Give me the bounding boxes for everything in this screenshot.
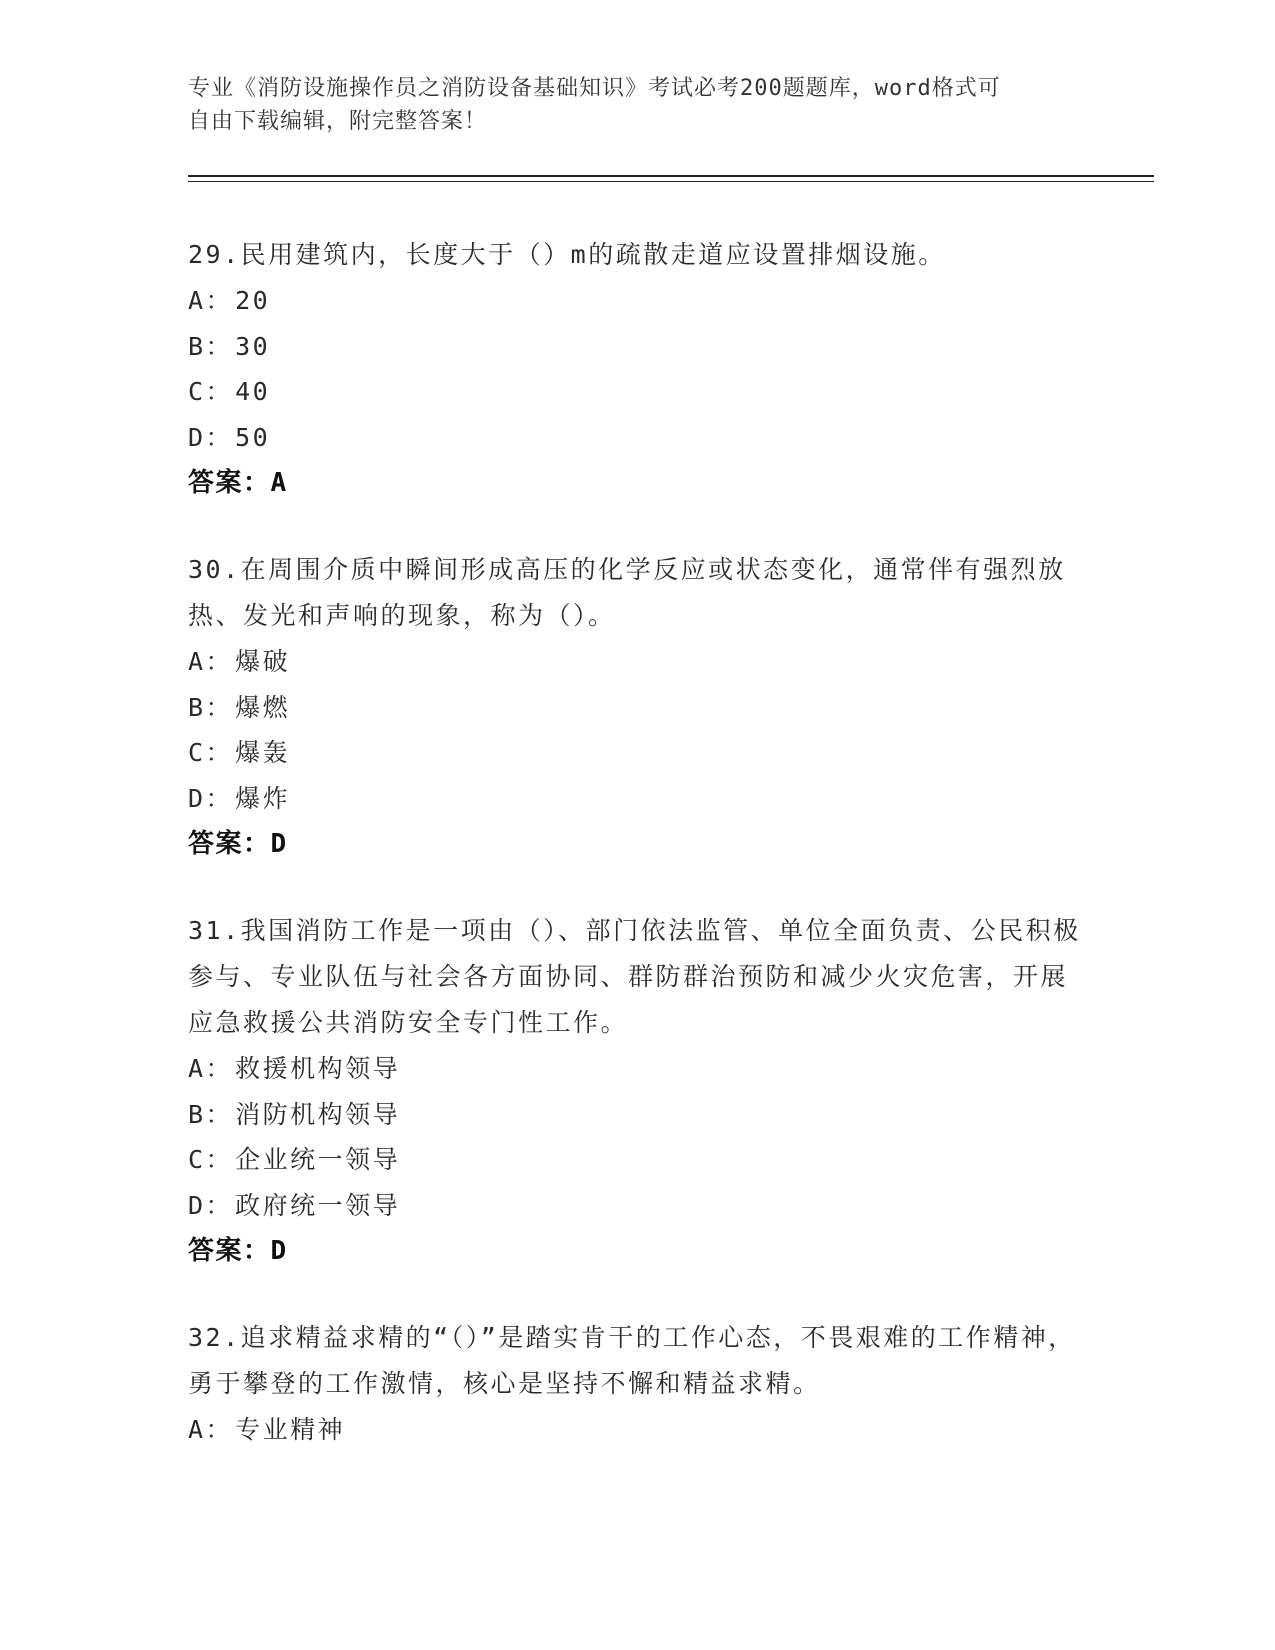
option-key: A： (188, 647, 234, 676)
option-key: D： (188, 783, 234, 813)
question-stem: 31.我国消防工作是一项由（）、部门依法监管、单位全面负责、公民积极参与、专业队伍与社会各方面协同、群防群治预防和减少火灾危害，开展应急救援公共消防安全专门性工作。 (188, 916, 1081, 1037)
option-key: A： (188, 286, 234, 315)
header-line-2: 自由下载编辑，附完整答案！ (188, 109, 488, 134)
option-b (188, 324, 1088, 370)
option-text: 企业统一领导 (235, 1145, 401, 1174)
question-list (188, 232, 1088, 1494)
header-divider-thick (188, 175, 1154, 177)
option-d (188, 1183, 1088, 1229)
question-30 (188, 547, 1088, 867)
option-text: 40 (235, 377, 271, 406)
option-text: 爆燃 (235, 692, 291, 722)
option-text: 50 (235, 422, 271, 452)
option-a (188, 1046, 1088, 1092)
option-b (188, 1092, 1088, 1138)
option-c (188, 369, 1088, 415)
option-text: 消防机构领导 (235, 1099, 401, 1129)
option-a (188, 278, 1088, 324)
option-c (188, 1137, 1088, 1183)
option-key: B： (188, 692, 234, 722)
option-d (188, 776, 1088, 822)
option-c (188, 730, 1088, 776)
option-key: C： (188, 1145, 234, 1174)
answer-line: 答案：A (188, 468, 288, 498)
option-text: 爆炸 (235, 783, 291, 813)
question-31 (188, 908, 1088, 1274)
option-text: 救援机构领导 (235, 1054, 401, 1083)
option-text: 政府统一领导 (235, 1190, 401, 1220)
question-stem: 29.民用建筑内，长度大于（）m的疏散走道应设置排烟设施。 (188, 240, 946, 269)
option-key: D： (188, 422, 234, 452)
option-d (188, 415, 1088, 461)
option-text: 专业精神 (235, 1415, 346, 1444)
question-32 (188, 1315, 1088, 1453)
option-key: C： (188, 738, 234, 767)
option-a (188, 639, 1088, 685)
header-line-1: 专业《消防设施操作员之消防设备基础知识》考试必考200题题库，word格式可 (188, 76, 1001, 101)
option-text: 爆破 (235, 647, 291, 676)
option-text: 爆轰 (235, 738, 291, 767)
option-key: D： (188, 1190, 234, 1220)
option-text: 20 (235, 286, 271, 315)
question-stem: 32.追求精益求精的“（）”是踏实肯干的工作心态，不畏艰难的工作精神，勇于攀登的工作激情，核心是坚持不懈和精益求精。 (188, 1323, 1076, 1398)
option-a (188, 1407, 1088, 1453)
option-key: B： (188, 1099, 234, 1129)
header-divider-thin (188, 181, 1154, 182)
option-key: A： (188, 1415, 234, 1444)
answer-line: 答案：D (188, 829, 288, 859)
document-header (188, 72, 1068, 138)
option-key: A： (188, 1054, 234, 1083)
answer-line: 答案：D (188, 1236, 288, 1266)
question-29 (188, 232, 1088, 506)
option-b (188, 685, 1088, 731)
option-key: C： (188, 377, 234, 406)
option-text: 30 (235, 331, 271, 361)
question-stem: 30.在周围介质中瞬间形成高压的化学反应或状态变化，通常伴有强烈放热、发光和声响的现象，称为（）。 (188, 555, 1066, 630)
option-key: B： (188, 331, 234, 361)
